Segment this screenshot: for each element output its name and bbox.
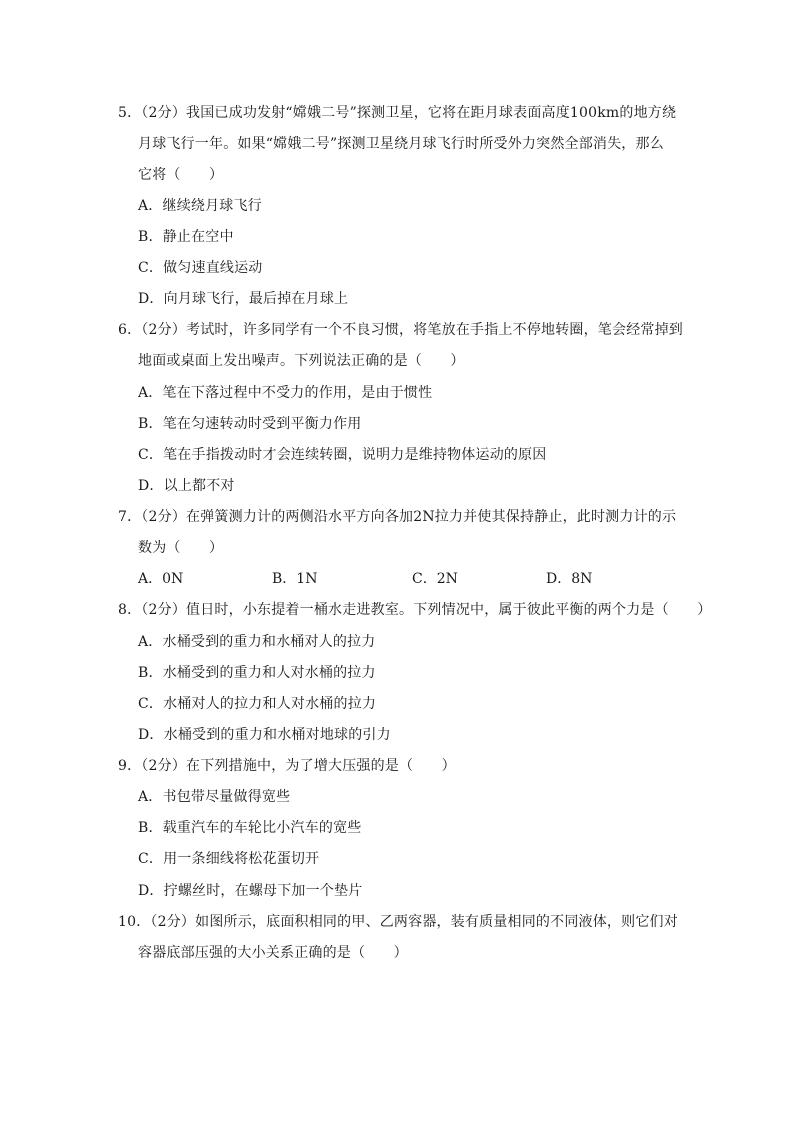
q9-option-d: D．拧螺丝时，在螺母下加一个垫片	[138, 883, 363, 899]
q6-line-1: 6．（2分）考试时，许多同学有一个不良习惯，将笔放在手指上不停地转圈，笔会经常掉到	[118, 322, 684, 338]
q6-option-c: C．笔在手指拨动时才会连续转圈，说明力是维持物体运动的原因	[138, 447, 547, 463]
q9-option-c: C．用一条细线将松花蛋切开	[138, 851, 320, 867]
q10-line-1: 10．（2分）如图所示，底面积相同的甲、乙两容器，装有质量相同的不同液体，则它们对	[118, 914, 678, 930]
q8-line-1: 8．（2分）值日时，小东提着一桶水走进教室。下列情况中，属于彼此平衡的两个力是（ ）	[118, 602, 712, 618]
q6-option-d: D．以上都不对	[138, 478, 235, 494]
q6-option-b: B．笔在匀速转动时受到平衡力作用	[138, 416, 362, 432]
q7-line-2: 数为（ ）	[138, 540, 224, 556]
q5-line-3: 它将（ ）	[138, 167, 224, 183]
q5-line-2: 月球飞行一年。如果“嫦娥二号”探测卫星绕月球飞行时所受外力突然全部消失，那么	[138, 136, 664, 152]
q5-option-c: C．做匀速直线运动	[138, 260, 263, 276]
q8-option-a: A．水桶受到的重力和水桶对人的拉力	[138, 634, 376, 650]
q9-option-a: A．书包带尽量做得宽些	[138, 789, 291, 805]
q5-line-1: 5．（2分）我国已成功发射“嫦娥二号”探测卫星，它将在距月球表面高度100km的地方绕	[118, 105, 677, 121]
q7-option-d: D．8N	[546, 571, 593, 587]
q8-option-c: C．水桶对人的拉力和人对水桶的拉力	[138, 696, 377, 712]
q5-option-a: A．继续绕月球飞行	[138, 198, 262, 214]
q5-option-b: B．静止在空中	[138, 229, 234, 245]
q9-option-b: B．载重汽车的车轮比小汽车的宽些	[138, 820, 362, 836]
q7-option-a: A．0N	[138, 571, 184, 587]
q8-option-b: B．水桶受到的重力和人对水桶的拉力	[138, 665, 376, 681]
q5-option-d: D．向月球飞行，最后掉在月球上	[138, 291, 349, 307]
q7-options-row	[138, 570, 658, 588]
q10-line-2: 容器底部压强的大小关系正确的是（ ）	[138, 945, 408, 961]
q7-option-c: C．2N	[412, 571, 458, 587]
q7-option-b: B．1N	[272, 571, 318, 587]
q6-option-a: A．笔在下落过程中不受力的作用，是由于惯性	[138, 385, 433, 401]
q6-line-2: 地面或桌面上发出噪声。下列说法正确的是（ ）	[138, 353, 465, 369]
q7-line-1: 7．（2分）在弹簧测力计的两侧沿水平方向各加2N拉力并使其保持静止，此时测力计的示	[118, 509, 677, 525]
q8-option-d: D．水桶受到的重力和水桶对地球的引力	[138, 727, 391, 743]
q9-line-1: 9．（2分）在下列措施中，为了增大压强的是（ ）	[118, 758, 456, 774]
